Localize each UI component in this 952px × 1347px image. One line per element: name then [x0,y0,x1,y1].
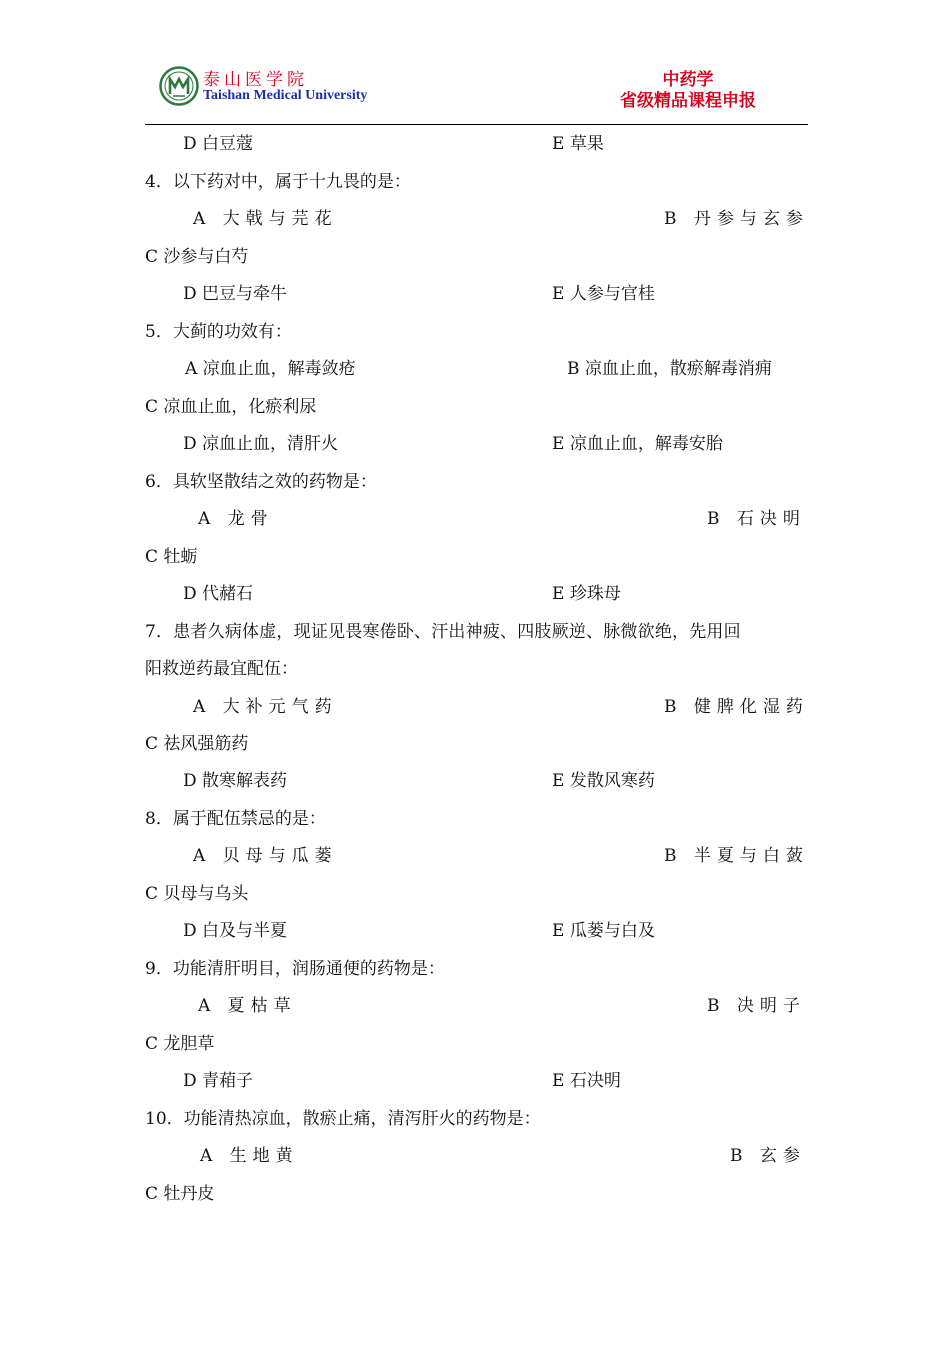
option-d: D 代赭石 [183,584,254,604]
option-b: B 凉血止血，散瘀解毒消痈 [567,359,772,379]
option-a: A 凉血止血，解毒敛疮 [185,359,356,379]
header-divider [145,124,808,125]
option-d: D 青葙子 [183,1071,254,1091]
option-a: A 贝母与瓜蒌 [193,846,338,866]
option-d: D 散寒解表药 [183,771,288,791]
option-b: B 半夏与白蔹 [664,846,809,866]
course-subtitle: 省级精品课程申报 [620,91,756,111]
option-b: B 决明子 [707,996,806,1016]
option-b: B 丹参与玄参 [664,209,809,229]
option-c: C 牡蛎 [145,547,198,567]
option-c: C 牡丹皮 [145,1184,215,1204]
question-7-continued: 阳救逆药最宜配伍： [145,659,298,679]
option-a: A 夏枯草 [198,996,297,1016]
option-b: B 石决明 [707,509,806,529]
question-5: 5．大蓟的功效有： [145,322,292,342]
option-c: C 凉血止血，化瘀利尿 [145,397,317,417]
question-6: 6．具软坚散结之效的药物是： [145,472,377,492]
option-d: D 白及与半夏 [183,921,288,941]
option-d: D 凉血止血，清肝火 [183,434,339,454]
option-e: E 草果 [552,134,604,154]
option-b: B 健脾化湿药 [664,697,809,717]
school-name-english: Taishan Medical University [203,88,368,103]
option-a: A 大戟与芫花 [193,209,338,229]
option-e: E 珍珠母 [552,584,621,604]
option-e: E 石决明 [552,1071,621,1091]
question-9: 9．功能清肝明目，润肠通便的药物是： [145,959,445,979]
option-e: E 发散风寒药 [552,771,655,791]
option-a: A 大补元气药 [193,697,338,717]
question-10: 10．功能清热凉血，散瘀止痛，清泻肝火的药物是： [145,1109,541,1129]
option-e: E 瓜蒌与白及 [552,921,655,941]
question-4: 4．以下药对中，属于十九畏的是： [145,172,411,192]
university-logo-icon [159,66,199,106]
option-a: A 龙骨 [198,509,274,529]
option-d: D 巴豆与牵牛 [183,284,288,304]
option-d: D 白豆蔻 [183,134,254,154]
page-header [145,62,808,126]
question-8: 8．属于配伍禁忌的是： [145,809,326,829]
option-c: C 龙胆草 [145,1034,215,1054]
question-7: 7．患者久病体虚，现证见畏寒倦卧、汗出神疲、四肢厥逆、脉微欲绝，先用回 [145,622,741,642]
option-c: C 贝母与乌头 [145,884,249,904]
option-b: B 玄参 [730,1146,806,1166]
option-a: A 生地黄 [200,1146,299,1166]
option-c: C 祛风强筋药 [145,734,249,754]
option-c: C 沙参与白芍 [145,247,249,267]
option-e: E 人参与官桂 [552,284,655,304]
option-e: E 凉血止血，解毒安胎 [552,434,723,454]
school-name-chinese: 泰山医学院 [203,70,308,90]
course-title: 中药学 [662,70,714,90]
